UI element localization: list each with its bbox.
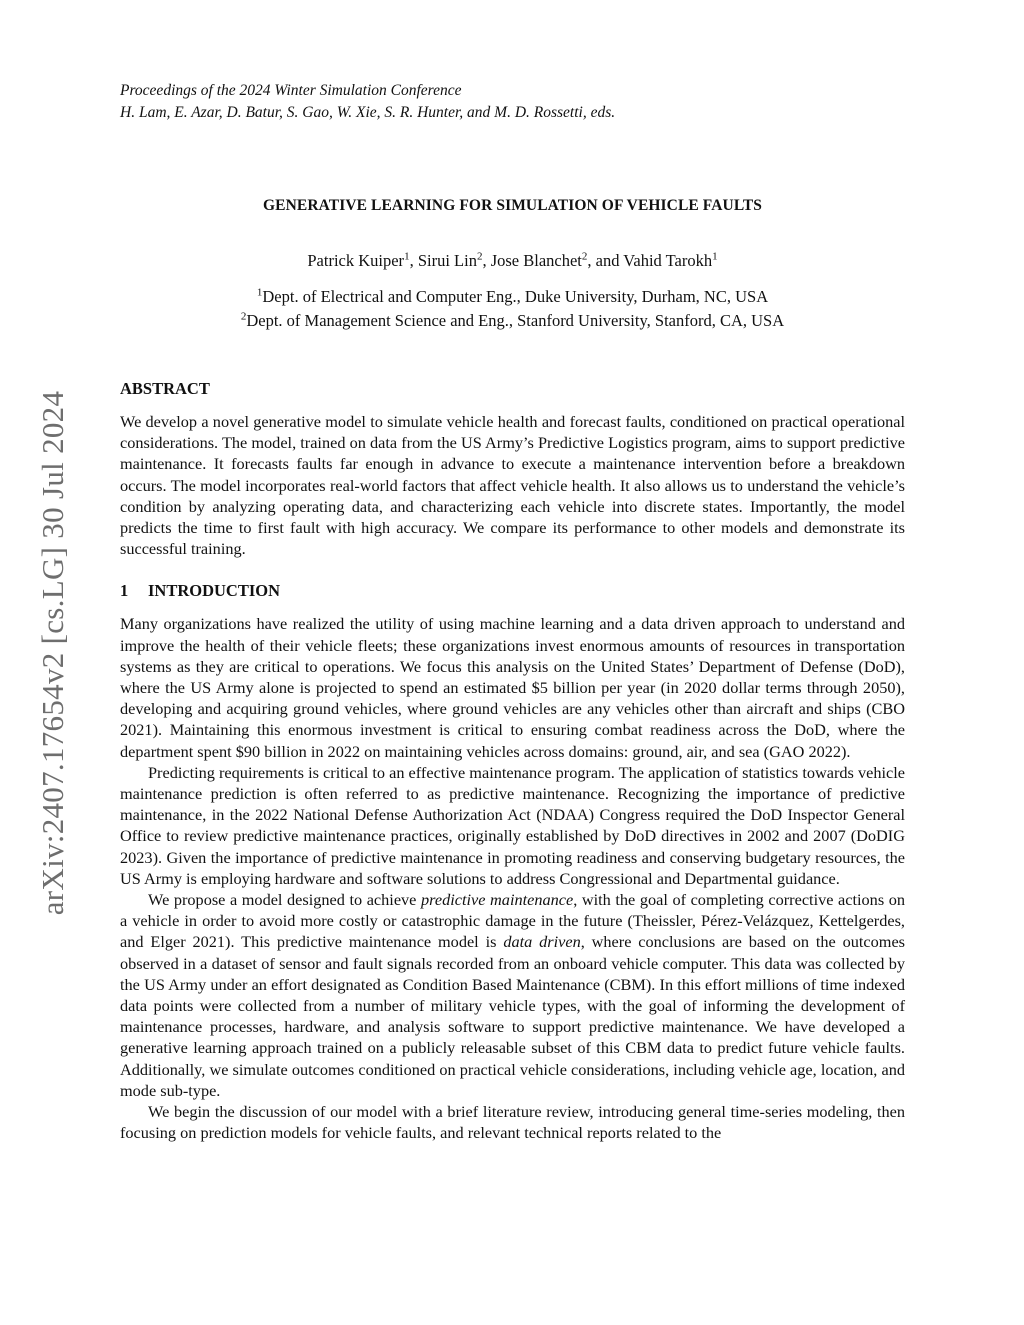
author-affiliation-marker: 2 bbox=[476, 250, 483, 263]
section-number: 1 bbox=[120, 581, 129, 601]
paper-page bbox=[120, 80, 905, 1144]
author-separator: , bbox=[482, 251, 491, 270]
intro-paragraph-1: Many organizations have realized the utility of using machine learning and a data driven approach to understand and improve the health of their vehicle fleets; these organizations invest enormous amounts of resources in transportation systems as they are critical to operations. We focus this analysis on the United States’ Department of Defense (DoD), where the US Army alone is projected to spend an estimated $5 billion per year (in 2020 dollar terms through 2050), developing and acquiring ground vehicles, where ground vehicles are any vehicles other than aircraft and ships (CBO 2021). Maintaining this enormous investment is critical to ensuring combat readiness across the DoD, where the department spent $90 billion in 2022 on maintaining vehicles across domains: ground, air, and sea (GAO 2022). bbox=[120, 614, 905, 761]
arxiv-identifier-stamp: arXiv:2407.17654v2 [cs.LG] 30 Jul 2024 bbox=[35, 390, 70, 916]
author-affiliation-marker: 1 bbox=[712, 250, 718, 263]
author-list bbox=[120, 251, 905, 271]
author-separator: , and bbox=[587, 251, 624, 270]
affiliation bbox=[120, 309, 905, 333]
intro-paragraph-3 bbox=[120, 889, 905, 1101]
section-title: INTRODUCTION bbox=[148, 581, 281, 601]
intro-paragraph-4: We begin the discussion of our model with a brief literature review, introducing general time-series modeling, then focusing on prediction models for vehicle faults, and relevant technical reports related to the bbox=[120, 1102, 905, 1143]
affiliation-marker: 1 bbox=[256, 286, 263, 299]
emphasis-predictive-maintenance: predictive maintenance bbox=[420, 890, 574, 910]
paragraph-text: , with the goal of completing corrective actions on a vehicle in order to avoid more costly or catastrophic damage in the future (Theissler, Pérez-Velázquez, Kettelgerdes, and Elger 2021). This predictive maintenance model is bbox=[120, 890, 905, 952]
author-name: Jose Blanchet bbox=[490, 251, 582, 270]
paragraph-text: , where conclusions are based on the outcomes observed in a dataset of sensor and fault signals recorded from an onboard vehicle computer. This data was collected by the US Army under an effort designated as Condition Based Maintenance (CBM). In this effort millions of time indexed data points were collected from a number of military vehicle types, with the goal of informing the development of maintenance processes, hardware, and analysis software to support predictive maintenance. We have developed a generative learning approach trained on a publicly releasable subset of this CBM data to predict future vehicle faults. Additionally, we simulate outcomes conditioned on practical vehicle considerations, including vehicle age, location, and mode sub-type. bbox=[120, 932, 906, 1100]
affiliation bbox=[120, 285, 905, 309]
author-affiliation-marker: 2 bbox=[581, 250, 588, 263]
proceedings-header bbox=[120, 80, 905, 124]
paper-title: GENERATIVE LEARNING FOR SIMULATION OF VEHICLE FAULTS bbox=[263, 197, 762, 214]
affiliation-list bbox=[120, 285, 905, 333]
abstract-body: We develop a novel generative model to simulate vehicle health and forecast faults, conditioned on practical operational considerations. The model, trained on data from the US Army’s Predictive Logistics program, aims to support predictive maintenance. It forecasts faults far enough in advance to execute a maintenance intervention before a breakdown occurs. The model incorporates real-world factors that affect vehicle health. It also allows us to understand the vehicle’s condition by analyzing operating data, and characterizing each vehicle into discrete states. Importantly, the model predicts the time to first fault with high accuracy. We compare its performance to other models and demonstrate its successful training. bbox=[120, 412, 905, 559]
proceedings-title: Proceedings of the 2024 Winter Simulation Conference bbox=[120, 82, 462, 99]
affiliation-text: Dept. of Electrical and Computer Eng., Duke University, Durham, NC, USA bbox=[262, 287, 769, 306]
author-name: Vahid Tarokh bbox=[623, 251, 713, 270]
paragraph-text: We propose a model designed to achieve bbox=[148, 890, 421, 910]
abstract-heading: ABSTRACT bbox=[120, 379, 210, 398]
author-affiliation-marker: 1 bbox=[404, 250, 410, 263]
author-separator: , bbox=[409, 251, 418, 270]
author-name: Sirui Lin bbox=[417, 251, 477, 270]
intro-paragraph-2: Predicting requirements is critical to an effective maintenance program. The application of statistics towards vehicle maintenance prediction is often referred to as predictive maintenance. Recognizing the importance of predictive maintenance, in the 2022 National Defense Authorization Act (NDAA) Congress required the DoD Inspector General Office to review predictive maintenance practices, originally established by DoD directives in 2002 and 2007 (DoDIG 2023). Given the importance of predictive maintenance in promoting readiness and conserving budgetary resources, the US Army is employing hardware and software solutions to address Congressional and Departmental guidance. bbox=[120, 762, 905, 888]
emphasis-data-driven: data driven bbox=[503, 932, 581, 952]
proceedings-editors: H. Lam, E. Azar, D. Batur, S. Gao, W. Xie, S. R. Hunter, and M. D. Rossetti, eds. bbox=[120, 104, 616, 121]
author-name: Patrick Kuiper bbox=[307, 251, 405, 270]
introduction-heading bbox=[120, 581, 905, 601]
affiliation-marker: 2 bbox=[240, 310, 247, 323]
affiliation-text: Dept. of Management Science and Eng., Stanford University, Stanford, CA, USA bbox=[246, 311, 785, 330]
